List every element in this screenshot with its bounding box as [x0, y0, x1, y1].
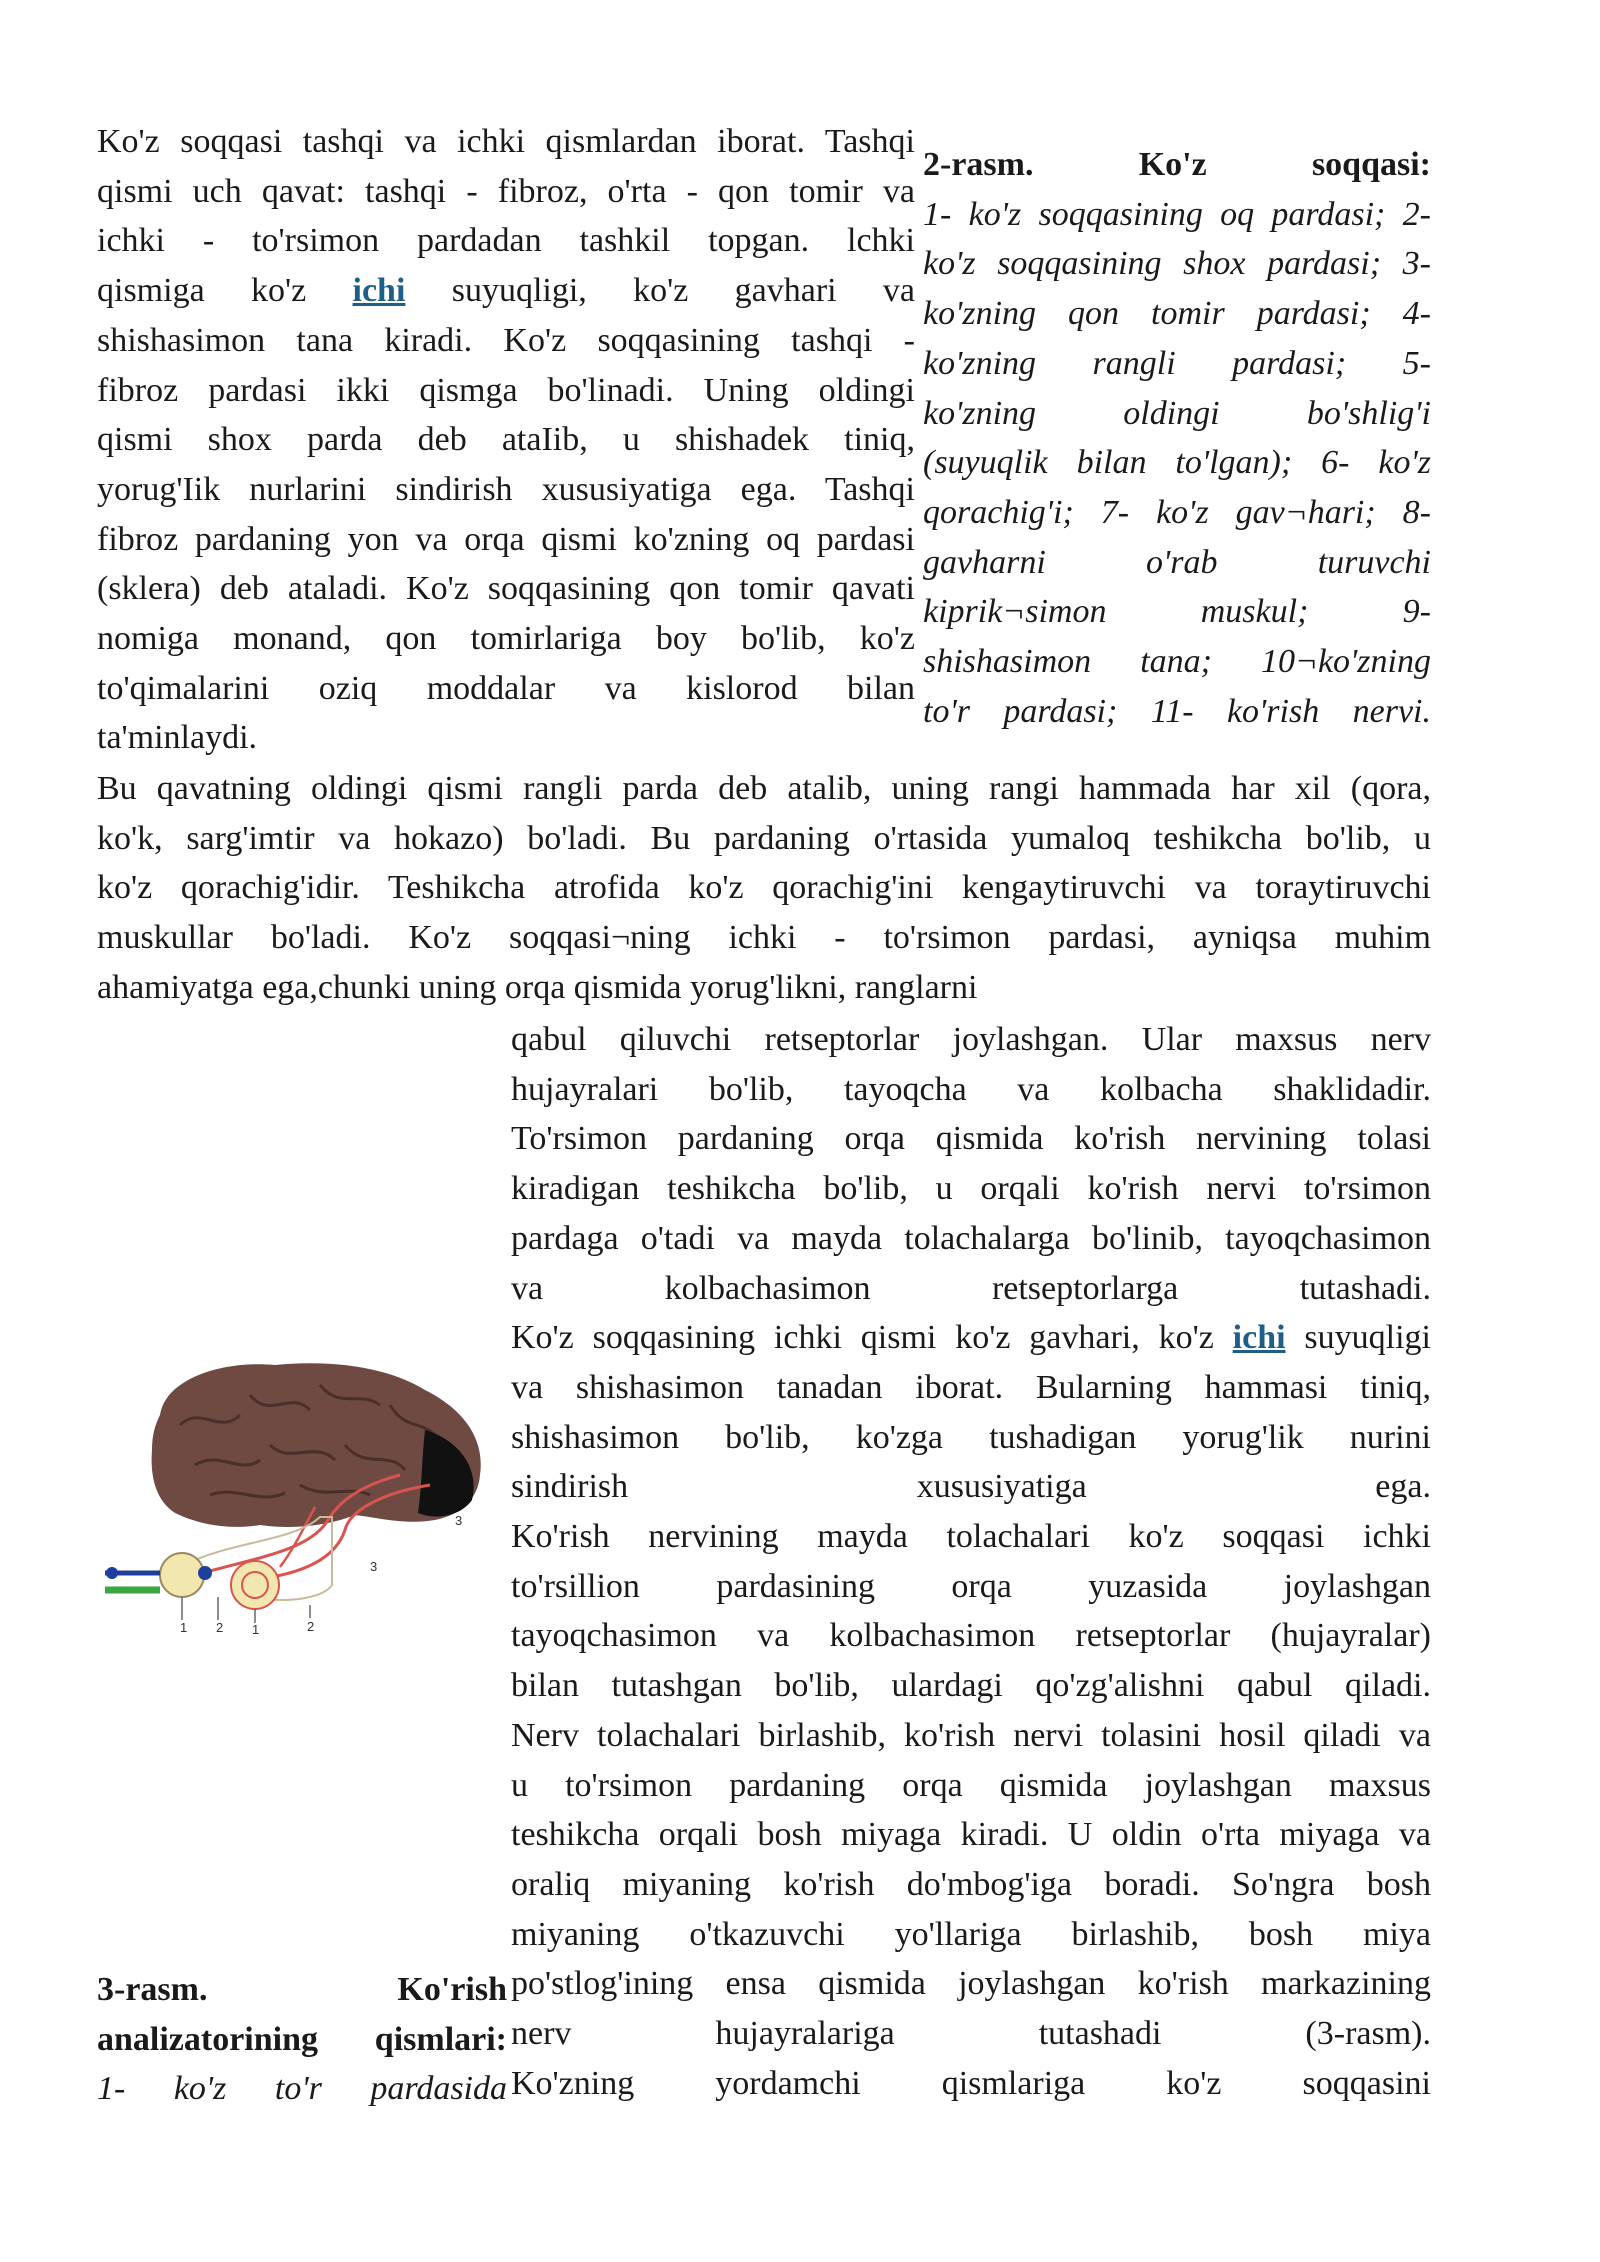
figure-3-caption-title — [97, 1965, 507, 2064]
text-line: Ko'rish nervining mayda tolachalari ko'z soqqasi ichki — [511, 1518, 1431, 1556]
text-line: shishasimon bo'lib, ko'zga tushadigan yorug'lik nurini — [511, 1418, 1431, 1456]
text-line: kiradigan teshikcha bo'lib, u orqali ko'rish nervi to'rsimon — [511, 1170, 1431, 1208]
text-line: Ko'zning yordamchi qismlariga ko'z soqqasini — [511, 2064, 1431, 2102]
blue-dot-left — [106, 1567, 118, 1579]
figure-label: 2 — [307, 1619, 315, 1634]
eye-left — [160, 1553, 204, 1597]
text-line: 1- ko'z to'r pardasida — [97, 2070, 507, 2108]
text-line: qismi uch qavat: tashqi - fibroz, o'rta - qon tomir va — [97, 172, 915, 210]
text-line: qismi shox parda deb ataIib, u shishadek tiniq, — [97, 421, 915, 459]
text-line: ko'zning qon tomir pardasi; 4- — [923, 295, 1431, 333]
text-segment: Ko'z soqqasining ichki qismi ko'z gavhari, ko'z — [511, 1319, 1233, 1357]
text-line: To'rsimon pardaning orqa qismida ko'rish nervining tolasi — [511, 1120, 1431, 1158]
text-line: va shishasimon tanadan iborat. Bularning hammasi tiniq, — [511, 1368, 1431, 1406]
text-line: bilan tutashgan bo'lib, ulardagi qo'zg'alishni qabul qiladi. — [511, 1667, 1431, 1705]
figure-2-caption-items — [923, 190, 1431, 737]
text-line: hujayralari bo'lib, tayoqcha va kolbacha shaklidadir. — [511, 1070, 1431, 1108]
text-line: gavharni o'rab turuvchi — [923, 543, 1431, 581]
text-line: yorug'Iik nurlarini sindirish xususiyatiga ega. Tashqi — [97, 470, 915, 508]
text-line: miyaning o'tkazuvchi yo'llariga birlashib, bosh miya — [511, 1915, 1431, 1953]
left-column-text — [97, 117, 915, 763]
text-segment: suyuqligi, ko'z gavhari va — [405, 272, 915, 310]
text-line: Bu qavatning oldingi qismi rangli parda deb atalib, uning rangi hammada har xil (qora, — [97, 770, 1431, 807]
text-line: ko'z qorachig'idir. Teshikcha atrofida ko'z qorachig'ini kengaytiruvchi va toraytiruvchi — [97, 869, 1431, 907]
figure-label: 3 — [370, 1559, 378, 1574]
text-line: 2-rasm. Ko'z soqqasi: — [923, 146, 1431, 183]
text-line: pardaga o'tadi va mayda tolachalarga bo'linib, tayoqchasimon — [511, 1219, 1431, 1257]
right-column-text — [511, 1015, 1431, 2108]
text-line: va kolbachasimon retseptorlarga tutashadi. — [511, 1269, 1431, 1307]
text-line: teshikcha orqali bosh miyaga kiradi. U oldin o'rta miyaga va — [511, 1816, 1431, 1854]
text-line: muskullar bo'ladi. Ko'z soqqasi¬ning ichki - to'rsimon pardasi, ayniqsa muhim — [97, 919, 1431, 957]
blue-dot-right — [198, 1566, 212, 1580]
text-line: to'rsillion pardasining orqa yuzasida joylashgan — [511, 1567, 1431, 1605]
eye-right — [231, 1561, 279, 1609]
text-segment: suyuqligi — [1285, 1319, 1431, 1357]
text-line — [511, 1313, 1431, 1363]
text-line: oraliq miyaning ko'rish do'mbog'iga boradi. So'ngra bosh — [511, 1865, 1431, 1903]
figure-label: 1 — [252, 1622, 260, 1635]
text-line: fibroz pardaning yon va orqa qismi ko'zning oq pardasi — [97, 520, 915, 558]
text-line: shishasimon tana kiradi. Ko'z soqqasining tashqi - — [97, 321, 915, 359]
figure-label: 3 — [455, 1513, 463, 1528]
text-line — [97, 266, 915, 316]
figure-3-visual-analyzer-illustration — [100, 1335, 500, 1635]
ichi-link[interactable]: ichi — [1232, 1319, 1286, 1357]
text-line: (sklera) deb ataladi. Ko'z soqqasining qon tomir qavati — [97, 570, 915, 608]
text-line: qorachig'i; 7- ko'z gav¬hari; 8- — [923, 493, 1431, 531]
ichi-link[interactable]: ichi — [352, 272, 406, 310]
text-line: nomiga monand, qon tomirlariga boy bo'lib, ko'z — [97, 620, 915, 658]
text-line: tayoqchasimon va kolbachasimon retseptorlar (hujayralar) — [511, 1617, 1431, 1655]
text-line: (suyuqlik bilan to'lgan); 6- ko'z — [923, 444, 1431, 482]
text-line: ta'minlaydi. — [97, 719, 258, 757]
text-line: ko'k, sarg'imtir va hokazo) bo'ladi. Bu pardaning o'rtasida yumaloq teshikcha bo'lib, u — [97, 819, 1431, 857]
figure-3-caption — [97, 1965, 507, 2114]
text-line: to'qimalarini oziq moddalar va kislorod bilan — [97, 669, 915, 707]
text-line: ko'zning rangli pardasi; 5- — [923, 344, 1431, 382]
text-line: u to'rsimon pardaning orqa qismida joylashgan maxsus — [511, 1766, 1431, 1804]
full-width-paragraph — [97, 764, 1431, 1013]
text-line: nerv hujayralariga tutashadi (3-rasm). — [511, 2015, 1431, 2053]
text-segment: qismiga ko'z — [97, 272, 353, 310]
text-line: sindirish xususiyatiga ega. — [511, 1468, 1431, 1506]
text-line: qabul qiluvchi retseptorlar joylashgan. Ular maxsus nerv — [511, 1021, 1431, 1058]
text-line: to'r pardasi; 11- ko'rish nervi. — [923, 692, 1431, 730]
text-line: po'stlog'ining ensa qismida joylashgan ko'rish markazining — [511, 1965, 1431, 2003]
figure-label: 1 — [180, 1620, 188, 1635]
text-line: 3-rasm. Ko'rish — [97, 1971, 507, 2008]
text-line: Ko'z soqqasi tashqi va ichki qismlardan iborat. Tashqi — [97, 123, 915, 160]
text-line: ahamiyatga ega,chunki uning orqa qismida yorug'likni, ranglarni — [97, 968, 978, 1006]
text-line: analizatorining qismlari: — [97, 2020, 507, 2058]
text-line: shishasimon tana; 10¬ko'zning — [923, 643, 1431, 681]
text-line: fibroz pardasi ikki qismga bo'linadi. Uning oldingi — [97, 371, 915, 409]
text-line: Nerv tolachalari birlashib, ko'rish nervi tolasini hosil qiladi va — [511, 1716, 1431, 1754]
text-line: ichki - to'rsimon pardadan tashkil topgan. lchki — [97, 222, 915, 260]
text-line: kiprik¬simon muskul; 9- — [923, 593, 1431, 631]
text-line: ko'z soqqasining shox pardasi; 3- — [923, 245, 1431, 283]
figure-2-caption-title — [923, 140, 1431, 190]
figure-label: 2 — [216, 1620, 224, 1635]
figure-2-caption — [923, 140, 1431, 736]
text-line: 1- ko'z soqqasining oq pardasi; 2- — [923, 195, 1431, 233]
text-line: ko'zning oldingi bo'shlig'i — [923, 394, 1431, 432]
figure-3-caption-items — [97, 2064, 507, 2114]
